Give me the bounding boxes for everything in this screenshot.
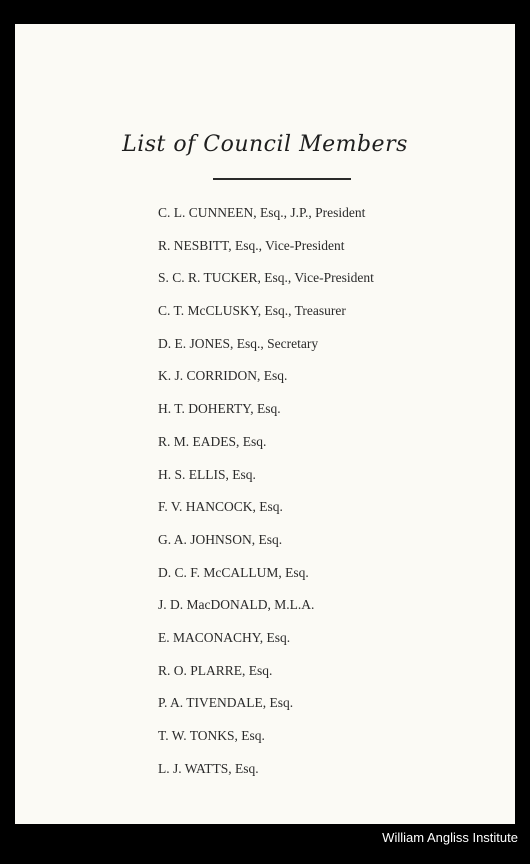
council-member-item: R. M. EADES, Esq. xyxy=(158,433,267,449)
council-member-item: D. C. F. McCALLUM, Esq. xyxy=(158,564,309,580)
council-member-item: F. V. HANCOCK, Esq. xyxy=(158,499,283,515)
council-member-item: S. C. R. TUCKER, Esq., Vice-President xyxy=(158,270,374,286)
council-member-item: P. A. TIVENDALE, Esq. xyxy=(158,695,294,711)
council-member-item: D. E. JONES, Esq., Secretary xyxy=(158,335,319,351)
council-member-item: H. T. DOHERTY, Esq. xyxy=(158,401,281,417)
council-member-item: J. D. MacDONALD, M.L.A. xyxy=(158,597,315,613)
council-member-item: G. A. JOHNSON, Esq. xyxy=(158,531,283,547)
council-member-item: C. T. McCLUSKY, Esq., Treasurer xyxy=(158,303,346,319)
document-page xyxy=(15,24,515,824)
council-member-item: K. J. CORRIDON, Esq. xyxy=(158,368,288,384)
page-title: List of Council Members xyxy=(122,132,408,157)
title-underline xyxy=(213,178,351,180)
council-member-item: H. S. ELLIS, Esq. xyxy=(158,466,256,482)
council-member-list xyxy=(158,202,374,790)
council-member-item: L. J. WATTS, Esq. xyxy=(158,760,259,776)
source-caption: William Angliss Institute xyxy=(382,830,518,845)
council-member-item: R. NESBITT, Esq., Vice-President xyxy=(158,237,345,253)
council-member-item: R. O. PLARRE, Esq. xyxy=(158,662,273,678)
council-member-item: C. L. CUNNEEN, Esq., J.P., President xyxy=(158,205,366,220)
council-member-item: T. W. TONKS, Esq. xyxy=(158,728,265,743)
council-member-item: E. MACONACHY, Esq. xyxy=(158,629,291,645)
